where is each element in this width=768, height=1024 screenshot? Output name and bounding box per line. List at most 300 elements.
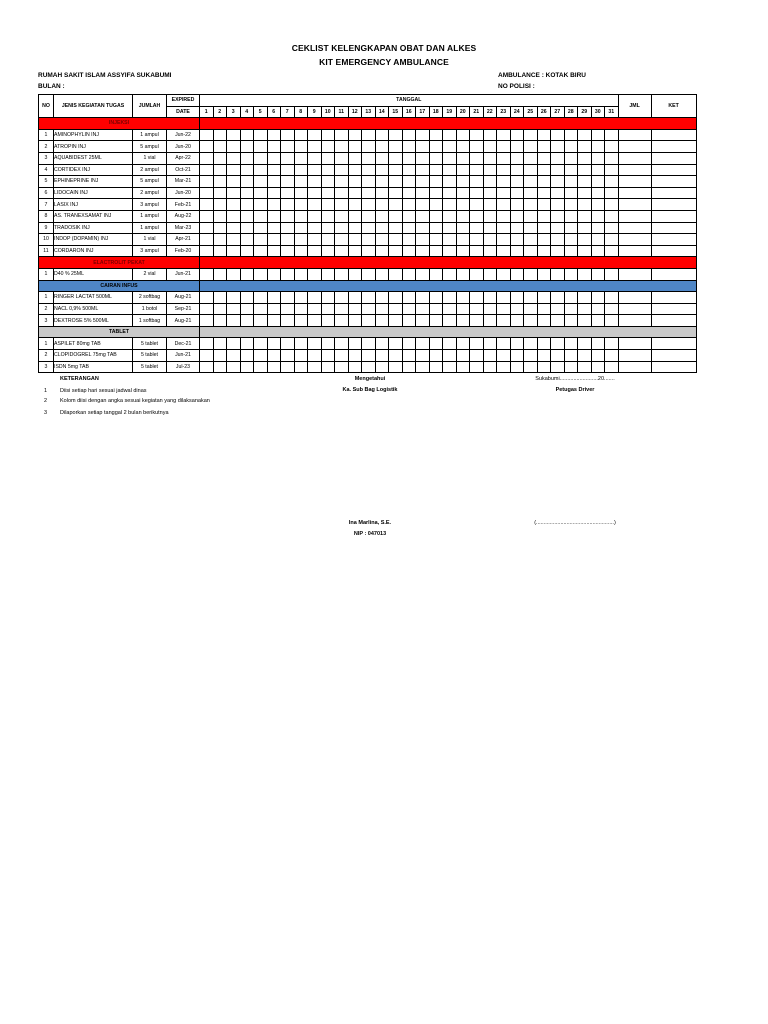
day-check-cell[interactable]: [308, 222, 322, 234]
row-jml-cell[interactable]: [618, 350, 651, 362]
day-check-cell[interactable]: [213, 164, 227, 176]
day-check-cell[interactable]: [240, 245, 254, 257]
day-check-cell[interactable]: [578, 141, 592, 153]
day-check-cell[interactable]: [348, 361, 362, 373]
day-check-cell[interactable]: [591, 187, 605, 199]
day-check-cell[interactable]: [281, 129, 295, 141]
day-check-cell[interactable]: [551, 176, 565, 188]
day-check-cell[interactable]: [402, 187, 416, 199]
day-check-cell[interactable]: [483, 350, 497, 362]
day-check-cell[interactable]: [578, 350, 592, 362]
day-check-cell[interactable]: [389, 303, 403, 315]
day-check-cell[interactable]: [294, 245, 308, 257]
day-check-cell[interactable]: [402, 338, 416, 350]
day-check-cell[interactable]: [321, 152, 335, 164]
day-check-cell[interactable]: [497, 210, 511, 222]
day-check-cell[interactable]: [200, 315, 214, 327]
day-check-cell[interactable]: [483, 338, 497, 350]
day-check-cell[interactable]: [416, 164, 430, 176]
day-check-cell[interactable]: [200, 338, 214, 350]
day-check-cell[interactable]: [578, 176, 592, 188]
day-check-cell[interactable]: [294, 129, 308, 141]
day-check-cell[interactable]: [483, 210, 497, 222]
day-check-cell[interactable]: [524, 129, 538, 141]
day-check-cell[interactable]: [227, 210, 241, 222]
day-check-cell[interactable]: [375, 152, 389, 164]
day-check-cell[interactable]: [200, 234, 214, 246]
day-check-cell[interactable]: [213, 210, 227, 222]
day-check-cell[interactable]: [308, 176, 322, 188]
day-check-cell[interactable]: [510, 222, 524, 234]
day-check-cell[interactable]: [375, 245, 389, 257]
day-check-cell[interactable]: [362, 210, 376, 222]
day-check-cell[interactable]: [389, 292, 403, 304]
day-check-cell[interactable]: [348, 187, 362, 199]
day-check-cell[interactable]: [200, 141, 214, 153]
day-check-cell[interactable]: [227, 361, 241, 373]
day-check-cell[interactable]: [240, 152, 254, 164]
day-check-cell[interactable]: [389, 129, 403, 141]
day-check-cell[interactable]: [362, 187, 376, 199]
day-check-cell[interactable]: [497, 268, 511, 280]
day-check-cell[interactable]: [551, 199, 565, 211]
day-check-cell[interactable]: [240, 268, 254, 280]
day-check-cell[interactable]: [281, 338, 295, 350]
day-check-cell[interactable]: [348, 245, 362, 257]
day-check-cell[interactable]: [551, 164, 565, 176]
day-check-cell[interactable]: [470, 350, 484, 362]
row-ket-cell[interactable]: [651, 129, 696, 141]
day-check-cell[interactable]: [240, 361, 254, 373]
day-check-cell[interactable]: [389, 245, 403, 257]
day-check-cell[interactable]: [456, 268, 470, 280]
row-jml-cell[interactable]: [618, 361, 651, 373]
day-check-cell[interactable]: [429, 176, 443, 188]
day-check-cell[interactable]: [510, 361, 524, 373]
day-check-cell[interactable]: [605, 234, 619, 246]
day-check-cell[interactable]: [470, 315, 484, 327]
day-check-cell[interactable]: [375, 164, 389, 176]
day-check-cell[interactable]: [389, 141, 403, 153]
day-check-cell[interactable]: [578, 187, 592, 199]
day-check-cell[interactable]: [321, 350, 335, 362]
day-check-cell[interactable]: [537, 292, 551, 304]
day-check-cell[interactable]: [416, 245, 430, 257]
day-check-cell[interactable]: [227, 141, 241, 153]
day-check-cell[interactable]: [375, 141, 389, 153]
row-jml-cell[interactable]: [618, 199, 651, 211]
day-check-cell[interactable]: [267, 361, 281, 373]
row-ket-cell[interactable]: [651, 303, 696, 315]
day-check-cell[interactable]: [470, 141, 484, 153]
day-check-cell[interactable]: [389, 338, 403, 350]
day-check-cell[interactable]: [254, 361, 268, 373]
day-check-cell[interactable]: [497, 187, 511, 199]
day-check-cell[interactable]: [362, 315, 376, 327]
day-check-cell[interactable]: [335, 152, 349, 164]
day-check-cell[interactable]: [335, 315, 349, 327]
day-check-cell[interactable]: [578, 361, 592, 373]
day-check-cell[interactable]: [348, 350, 362, 362]
day-check-cell[interactable]: [456, 234, 470, 246]
day-check-cell[interactable]: [375, 361, 389, 373]
day-check-cell[interactable]: [510, 199, 524, 211]
day-check-cell[interactable]: [254, 245, 268, 257]
day-check-cell[interactable]: [281, 303, 295, 315]
day-check-cell[interactable]: [591, 268, 605, 280]
day-check-cell[interactable]: [510, 129, 524, 141]
day-check-cell[interactable]: [537, 187, 551, 199]
day-check-cell[interactable]: [362, 199, 376, 211]
day-check-cell[interactable]: [483, 176, 497, 188]
day-check-cell[interactable]: [551, 152, 565, 164]
day-check-cell[interactable]: [362, 164, 376, 176]
day-check-cell[interactable]: [564, 176, 578, 188]
day-check-cell[interactable]: [510, 303, 524, 315]
row-jml-cell[interactable]: [618, 141, 651, 153]
day-check-cell[interactable]: [281, 152, 295, 164]
day-check-cell[interactable]: [200, 176, 214, 188]
day-check-cell[interactable]: [281, 210, 295, 222]
day-check-cell[interactable]: [200, 268, 214, 280]
day-check-cell[interactable]: [362, 268, 376, 280]
day-check-cell[interactable]: [227, 164, 241, 176]
day-check-cell[interactable]: [537, 129, 551, 141]
row-ket-cell[interactable]: [651, 234, 696, 246]
day-check-cell[interactable]: [348, 164, 362, 176]
day-check-cell[interactable]: [524, 141, 538, 153]
row-ket-cell[interactable]: [651, 361, 696, 373]
day-check-cell[interactable]: [240, 141, 254, 153]
day-check-cell[interactable]: [429, 141, 443, 153]
day-check-cell[interactable]: [227, 176, 241, 188]
day-check-cell[interactable]: [510, 338, 524, 350]
day-check-cell[interactable]: [213, 187, 227, 199]
day-check-cell[interactable]: [213, 350, 227, 362]
day-check-cell[interactable]: [227, 350, 241, 362]
day-check-cell[interactable]: [308, 210, 322, 222]
day-check-cell[interactable]: [348, 315, 362, 327]
day-check-cell[interactable]: [456, 187, 470, 199]
row-jml-cell[interactable]: [618, 176, 651, 188]
day-check-cell[interactable]: [348, 199, 362, 211]
day-check-cell[interactable]: [470, 338, 484, 350]
day-check-cell[interactable]: [483, 152, 497, 164]
day-check-cell[interactable]: [470, 129, 484, 141]
day-check-cell[interactable]: [537, 199, 551, 211]
day-check-cell[interactable]: [389, 164, 403, 176]
day-check-cell[interactable]: [497, 176, 511, 188]
day-check-cell[interactable]: [416, 361, 430, 373]
day-check-cell[interactable]: [524, 222, 538, 234]
day-check-cell[interactable]: [402, 222, 416, 234]
day-check-cell[interactable]: [321, 361, 335, 373]
day-check-cell[interactable]: [483, 245, 497, 257]
day-check-cell[interactable]: [429, 303, 443, 315]
day-check-cell[interactable]: [335, 338, 349, 350]
day-check-cell[interactable]: [605, 176, 619, 188]
day-check-cell[interactable]: [456, 292, 470, 304]
day-check-cell[interactable]: [470, 292, 484, 304]
day-check-cell[interactable]: [402, 141, 416, 153]
day-check-cell[interactable]: [537, 234, 551, 246]
day-check-cell[interactable]: [254, 187, 268, 199]
day-check-cell[interactable]: [483, 164, 497, 176]
day-check-cell[interactable]: [456, 338, 470, 350]
day-check-cell[interactable]: [227, 303, 241, 315]
day-check-cell[interactable]: [591, 292, 605, 304]
day-check-cell[interactable]: [348, 292, 362, 304]
day-check-cell[interactable]: [537, 210, 551, 222]
day-check-cell[interactable]: [267, 210, 281, 222]
day-check-cell[interactable]: [227, 338, 241, 350]
day-check-cell[interactable]: [254, 350, 268, 362]
day-check-cell[interactable]: [335, 234, 349, 246]
day-check-cell[interactable]: [497, 152, 511, 164]
day-check-cell[interactable]: [254, 176, 268, 188]
day-check-cell[interactable]: [227, 129, 241, 141]
row-jml-cell[interactable]: [618, 222, 651, 234]
day-check-cell[interactable]: [429, 245, 443, 257]
day-check-cell[interactable]: [335, 176, 349, 188]
day-check-cell[interactable]: [524, 176, 538, 188]
day-check-cell[interactable]: [456, 164, 470, 176]
day-check-cell[interactable]: [416, 152, 430, 164]
row-ket-cell[interactable]: [651, 350, 696, 362]
day-check-cell[interactable]: [470, 152, 484, 164]
day-check-cell[interactable]: [227, 222, 241, 234]
day-check-cell[interactable]: [510, 176, 524, 188]
day-check-cell[interactable]: [443, 129, 457, 141]
day-check-cell[interactable]: [267, 199, 281, 211]
day-check-cell[interactable]: [510, 292, 524, 304]
day-check-cell[interactable]: [254, 199, 268, 211]
day-check-cell[interactable]: [375, 222, 389, 234]
day-check-cell[interactable]: [281, 187, 295, 199]
day-check-cell[interactable]: [389, 222, 403, 234]
day-check-cell[interactable]: [551, 350, 565, 362]
day-check-cell[interactable]: [497, 164, 511, 176]
day-check-cell[interactable]: [200, 245, 214, 257]
day-check-cell[interactable]: [294, 338, 308, 350]
day-check-cell[interactable]: [213, 338, 227, 350]
day-check-cell[interactable]: [281, 350, 295, 362]
day-check-cell[interactable]: [240, 234, 254, 246]
day-check-cell[interactable]: [267, 303, 281, 315]
day-check-cell[interactable]: [510, 187, 524, 199]
row-ket-cell[interactable]: [651, 199, 696, 211]
day-check-cell[interactable]: [605, 187, 619, 199]
day-check-cell[interactable]: [308, 361, 322, 373]
day-check-cell[interactable]: [524, 338, 538, 350]
day-check-cell[interactable]: [591, 361, 605, 373]
day-check-cell[interactable]: [267, 141, 281, 153]
day-check-cell[interactable]: [308, 199, 322, 211]
day-check-cell[interactable]: [375, 315, 389, 327]
day-check-cell[interactable]: [402, 350, 416, 362]
day-check-cell[interactable]: [443, 303, 457, 315]
day-check-cell[interactable]: [564, 234, 578, 246]
day-check-cell[interactable]: [308, 164, 322, 176]
day-check-cell[interactable]: [254, 141, 268, 153]
day-check-cell[interactable]: [294, 187, 308, 199]
day-check-cell[interactable]: [578, 199, 592, 211]
day-check-cell[interactable]: [578, 245, 592, 257]
day-check-cell[interactable]: [227, 152, 241, 164]
day-check-cell[interactable]: [321, 210, 335, 222]
day-check-cell[interactable]: [591, 315, 605, 327]
day-check-cell[interactable]: [470, 234, 484, 246]
day-check-cell[interactable]: [483, 187, 497, 199]
day-check-cell[interactable]: [591, 152, 605, 164]
day-check-cell[interactable]: [348, 222, 362, 234]
day-check-cell[interactable]: [591, 141, 605, 153]
day-check-cell[interactable]: [348, 141, 362, 153]
day-check-cell[interactable]: [470, 187, 484, 199]
day-check-cell[interactable]: [254, 210, 268, 222]
day-check-cell[interactable]: [443, 234, 457, 246]
day-check-cell[interactable]: [240, 292, 254, 304]
day-check-cell[interactable]: [267, 187, 281, 199]
day-check-cell[interactable]: [321, 222, 335, 234]
day-check-cell[interactable]: [227, 234, 241, 246]
day-check-cell[interactable]: [267, 234, 281, 246]
day-check-cell[interactable]: [294, 292, 308, 304]
day-check-cell[interactable]: [416, 176, 430, 188]
day-check-cell[interactable]: [375, 303, 389, 315]
day-check-cell[interactable]: [497, 315, 511, 327]
day-check-cell[interactable]: [605, 338, 619, 350]
day-check-cell[interactable]: [308, 245, 322, 257]
day-check-cell[interactable]: [497, 234, 511, 246]
day-check-cell[interactable]: [429, 187, 443, 199]
day-check-cell[interactable]: [443, 222, 457, 234]
day-check-cell[interactable]: [200, 361, 214, 373]
day-check-cell[interactable]: [294, 199, 308, 211]
day-check-cell[interactable]: [294, 222, 308, 234]
day-check-cell[interactable]: [375, 338, 389, 350]
day-check-cell[interactable]: [497, 222, 511, 234]
day-check-cell[interactable]: [375, 350, 389, 362]
day-check-cell[interactable]: [497, 199, 511, 211]
day-check-cell[interactable]: [443, 350, 457, 362]
day-check-cell[interactable]: [578, 210, 592, 222]
day-check-cell[interactable]: [429, 152, 443, 164]
day-check-cell[interactable]: [402, 164, 416, 176]
day-check-cell[interactable]: [456, 210, 470, 222]
day-check-cell[interactable]: [524, 361, 538, 373]
day-check-cell[interactable]: [483, 315, 497, 327]
day-check-cell[interactable]: [416, 315, 430, 327]
day-check-cell[interactable]: [456, 152, 470, 164]
row-ket-cell[interactable]: [651, 222, 696, 234]
row-ket-cell[interactable]: [651, 245, 696, 257]
day-check-cell[interactable]: [497, 338, 511, 350]
day-check-cell[interactable]: [402, 129, 416, 141]
day-check-cell[interactable]: [564, 141, 578, 153]
day-check-cell[interactable]: [240, 338, 254, 350]
day-check-cell[interactable]: [510, 315, 524, 327]
row-ket-cell[interactable]: [651, 292, 696, 304]
day-check-cell[interactable]: [551, 234, 565, 246]
day-check-cell[interactable]: [605, 210, 619, 222]
day-check-cell[interactable]: [551, 303, 565, 315]
day-check-cell[interactable]: [200, 210, 214, 222]
day-check-cell[interactable]: [281, 268, 295, 280]
day-check-cell[interactable]: [429, 210, 443, 222]
day-check-cell[interactable]: [267, 338, 281, 350]
day-check-cell[interactable]: [564, 338, 578, 350]
day-check-cell[interactable]: [443, 338, 457, 350]
day-check-cell[interactable]: [564, 315, 578, 327]
day-check-cell[interactable]: [375, 268, 389, 280]
day-check-cell[interactable]: [510, 164, 524, 176]
day-check-cell[interactable]: [564, 292, 578, 304]
day-check-cell[interactable]: [443, 187, 457, 199]
day-check-cell[interactable]: [335, 199, 349, 211]
day-check-cell[interactable]: [416, 292, 430, 304]
day-check-cell[interactable]: [551, 338, 565, 350]
row-ket-cell[interactable]: [651, 210, 696, 222]
day-check-cell[interactable]: [591, 199, 605, 211]
day-check-cell[interactable]: [267, 350, 281, 362]
day-check-cell[interactable]: [213, 152, 227, 164]
day-check-cell[interactable]: [227, 292, 241, 304]
day-check-cell[interactable]: [335, 164, 349, 176]
day-check-cell[interactable]: [551, 245, 565, 257]
day-check-cell[interactable]: [254, 129, 268, 141]
day-check-cell[interactable]: [308, 303, 322, 315]
day-check-cell[interactable]: [605, 245, 619, 257]
day-check-cell[interactable]: [578, 129, 592, 141]
day-check-cell[interactable]: [402, 268, 416, 280]
day-check-cell[interactable]: [429, 361, 443, 373]
row-ket-cell[interactable]: [651, 152, 696, 164]
day-check-cell[interactable]: [348, 129, 362, 141]
day-check-cell[interactable]: [200, 152, 214, 164]
day-check-cell[interactable]: [537, 245, 551, 257]
day-check-cell[interactable]: [321, 129, 335, 141]
day-check-cell[interactable]: [537, 222, 551, 234]
day-check-cell[interactable]: [456, 303, 470, 315]
row-ket-cell[interactable]: [651, 141, 696, 153]
day-check-cell[interactable]: [240, 303, 254, 315]
day-check-cell[interactable]: [578, 234, 592, 246]
day-check-cell[interactable]: [416, 187, 430, 199]
day-check-cell[interactable]: [564, 245, 578, 257]
day-check-cell[interactable]: [294, 361, 308, 373]
day-check-cell[interactable]: [537, 361, 551, 373]
day-check-cell[interactable]: [537, 268, 551, 280]
day-check-cell[interactable]: [551, 268, 565, 280]
day-check-cell[interactable]: [308, 268, 322, 280]
day-check-cell[interactable]: [281, 361, 295, 373]
day-check-cell[interactable]: [321, 141, 335, 153]
day-check-cell[interactable]: [551, 361, 565, 373]
day-check-cell[interactable]: [308, 234, 322, 246]
day-check-cell[interactable]: [443, 152, 457, 164]
day-check-cell[interactable]: [281, 234, 295, 246]
day-check-cell[interactable]: [564, 187, 578, 199]
day-check-cell[interactable]: [429, 199, 443, 211]
day-check-cell[interactable]: [294, 176, 308, 188]
day-check-cell[interactable]: [483, 361, 497, 373]
day-check-cell[interactable]: [605, 141, 619, 153]
day-check-cell[interactable]: [321, 164, 335, 176]
day-check-cell[interactable]: [281, 141, 295, 153]
day-check-cell[interactable]: [456, 350, 470, 362]
day-check-cell[interactable]: [551, 222, 565, 234]
